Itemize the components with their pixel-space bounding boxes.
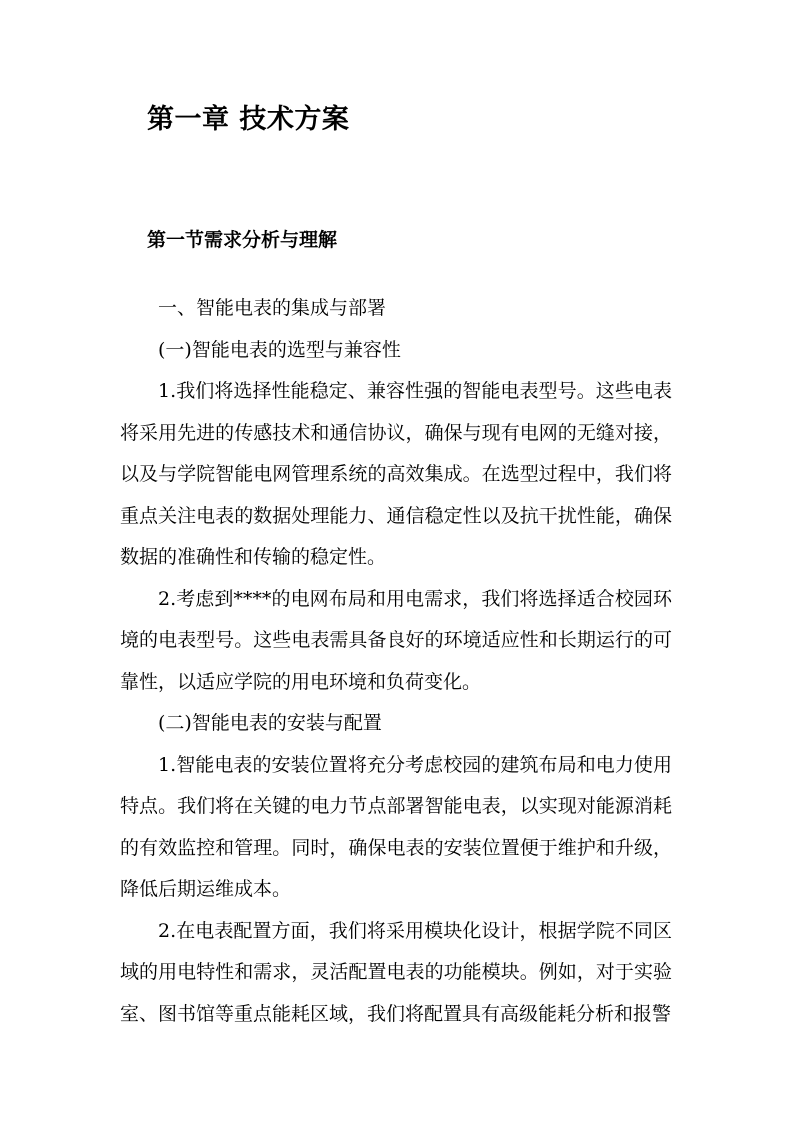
paragraph-4: 2.在电表配置方面，我们将采用模块化设计，根据学院不同区域的用电特性和需求，灵活配置电表的功能模块。例如，对于实验室、图书馆等重点能耗区域，我们将配置具有高级能耗分析和报警 — [120, 919, 672, 1025]
paragraph-1: 1.我们将选择性能稳定、兼容性强的智能电表型号。这些电表将采用先进的传感技术和通信协议，确保与现有电网的无缝对接，以及与学院智能电网管理系统的高效集成。在选型过程中，我们将重点关注电表的数据处理能力、通信稳定性以及抗干扰性能，确保数据的准确性和传输的稳定性。 — [120, 380, 672, 568]
chapter-title: 第一章 技术方案 — [147, 104, 350, 135]
subheading-2: (二)智能电表的安装与配置 — [158, 712, 382, 734]
body-text — [120, 288, 672, 1035]
subheading-1: (一)智能电表的选型与兼容性 — [158, 338, 401, 361]
heading-1: 一、智能电表的集成与部署 — [158, 297, 387, 319]
paragraph-3: 1.智能电表的安装位置将充分考虑校园的建筑布局和电力使用特点。我们将在关键的电力节点部署智能电表，以实现对能源消耗的有效监控和管理。同时，确保电表的安装位置便于维护和升级，降低后期运维成本。 — [120, 753, 672, 900]
paragraph-2: 2.考虑到****的电网布局和用电需求，我们将选择适合校园环境的电表型号。这些电表需具备良好的环境适应性和长期运行的可靠性，以适应学院的用电环境和负荷变化。 — [120, 587, 672, 693]
section-title: 第一节需求分析与理解 — [147, 229, 338, 251]
